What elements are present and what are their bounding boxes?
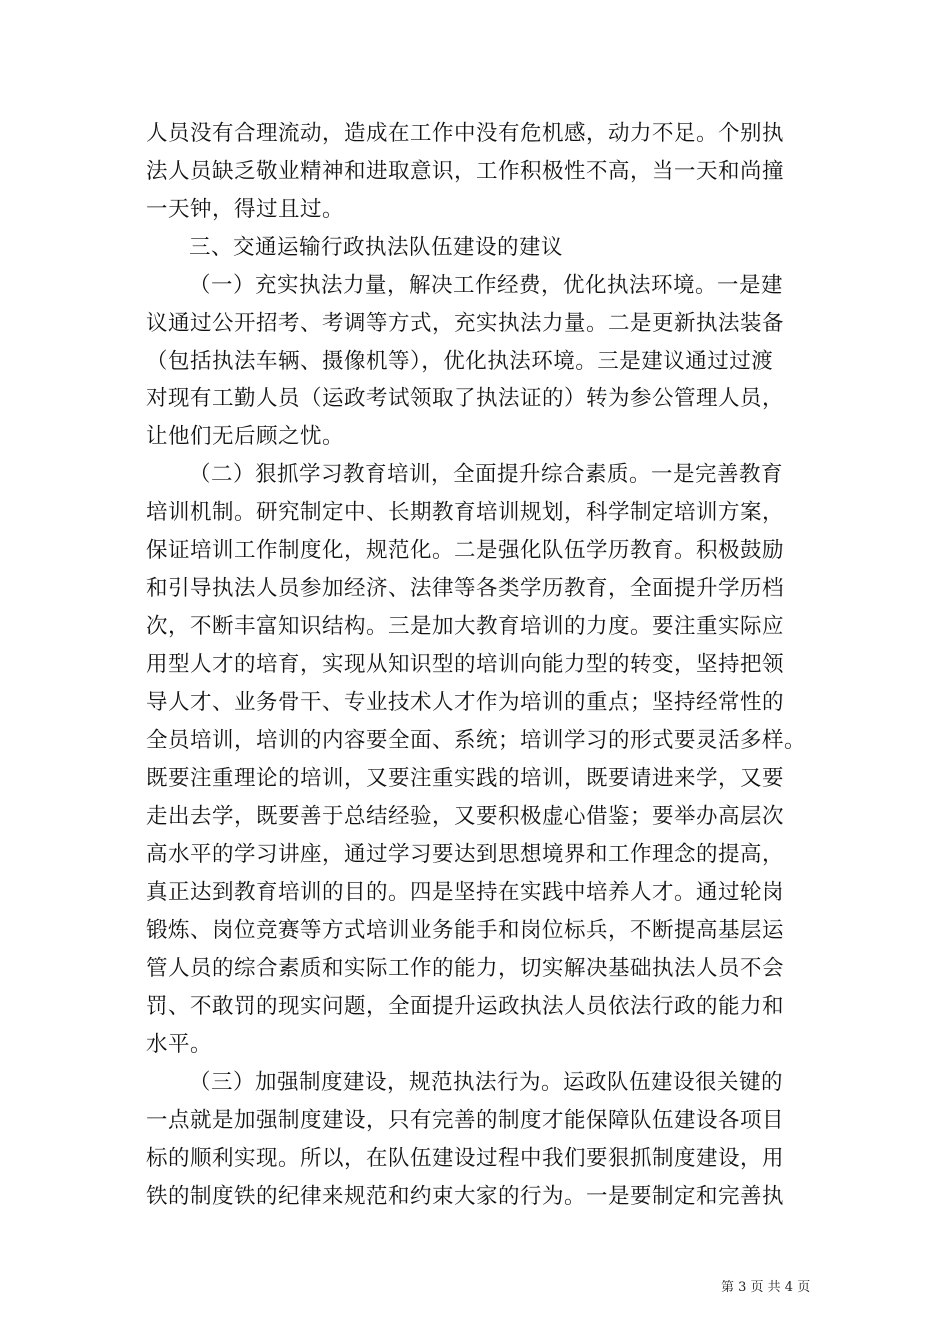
text-line: 铁的制度铁的纪律来规范和约束大家的行为。一是要制定和完善执	[146, 1184, 785, 1209]
text-line: 导人才、业务骨干、专业技术人才作为培训的重点；坚持经常性的	[146, 690, 785, 715]
page-number-footer: 第 3 页 共 4 页	[721, 1280, 811, 1295]
text-line: 人员没有合理流动，造成在工作中没有危机感，动力不足。个别执	[146, 121, 785, 146]
text-line: 议通过公开招考、考调等方式，充实执法力量。二是更新执法装备	[146, 311, 785, 336]
text-line: 全员培训，培训的内容要全面、系统；培训学习的形式要灵活多样。	[146, 728, 807, 753]
text-line: 管人员的综合素质和实际工作的能力，切实解决基础执法人员不会	[146, 956, 785, 981]
text-line: 保证培训工作制度化，规范化。二是强化队伍学历教育。积极鼓励	[146, 538, 785, 563]
text-line: （二）狠抓学习教育培训，全面提升综合素质。一是完善教育	[189, 462, 784, 487]
text-line: 次，不断丰富知识结构。三是加大教育培训的力度。要注重实际应	[146, 614, 785, 639]
text-line: 让他们无后顾之忧。	[146, 424, 345, 449]
text-line: 高水平的学习讲座，通过学习要达到思想境界和工作理念的提高，	[146, 842, 785, 867]
text-line: （包括执法车辆、摄像机等），优化执法环境。三是建议通过过渡	[146, 349, 774, 374]
text-line: 一天钟，得过且过。	[146, 197, 345, 222]
text-line: （一）充实执法力量，解决工作经费，优化执法环境。一是建	[189, 273, 784, 298]
text-line: 用型人才的培育，实现从知识型的培训向能力型的转变，坚持把领	[146, 652, 785, 677]
text-line: 培训机制。研究制定中、长期教育培训规划，科学制定培训方案，	[146, 500, 785, 525]
text-line: 真正达到教育培训的目的。四是坚持在实践中培养人才。通过轮岗	[146, 880, 785, 905]
text-line: 水平。	[146, 1032, 213, 1057]
text-line: 走出去学，既要善于总结经验，又要积极虚心借鉴；要举办高层次	[146, 804, 785, 829]
text-line: 标的顺利实现。所以，在队伍建设过程中我们要狠抓制度建设，用	[146, 1146, 785, 1171]
text-line: 一点就是加强制度建设，只有完善的制度才能保障队伍建设各项目	[146, 1108, 785, 1133]
text-line: 锻炼、岗位竞赛等方式培训业务能手和岗位标兵，不断提高基层运	[146, 918, 785, 943]
text-line: 和引导执法人员参加经济、法律等各类学历教育，全面提升学历档	[146, 576, 785, 601]
text-line: 既要注重理论的培训，又要注重实践的培训，既要请进来学，又要	[146, 766, 785, 791]
text-line: （三）加强制度建设，规范执法行为。运政队伍建设很关键的	[189, 1070, 784, 1095]
section-heading: 三、交通运输行政执法队伍建设的建议	[189, 235, 564, 260]
text-line: 法人员缺乏敬业精神和进取意识，工作积极性不高，当一天和尚撞	[146, 159, 785, 184]
text-line: 罚、不敢罚的现实问题，全面提升运政执法人员依法行政的能力和	[146, 994, 785, 1019]
text-line: 对现有工勤人员（运政考试领取了执法证的）转为参公管理人员，	[146, 386, 785, 411]
